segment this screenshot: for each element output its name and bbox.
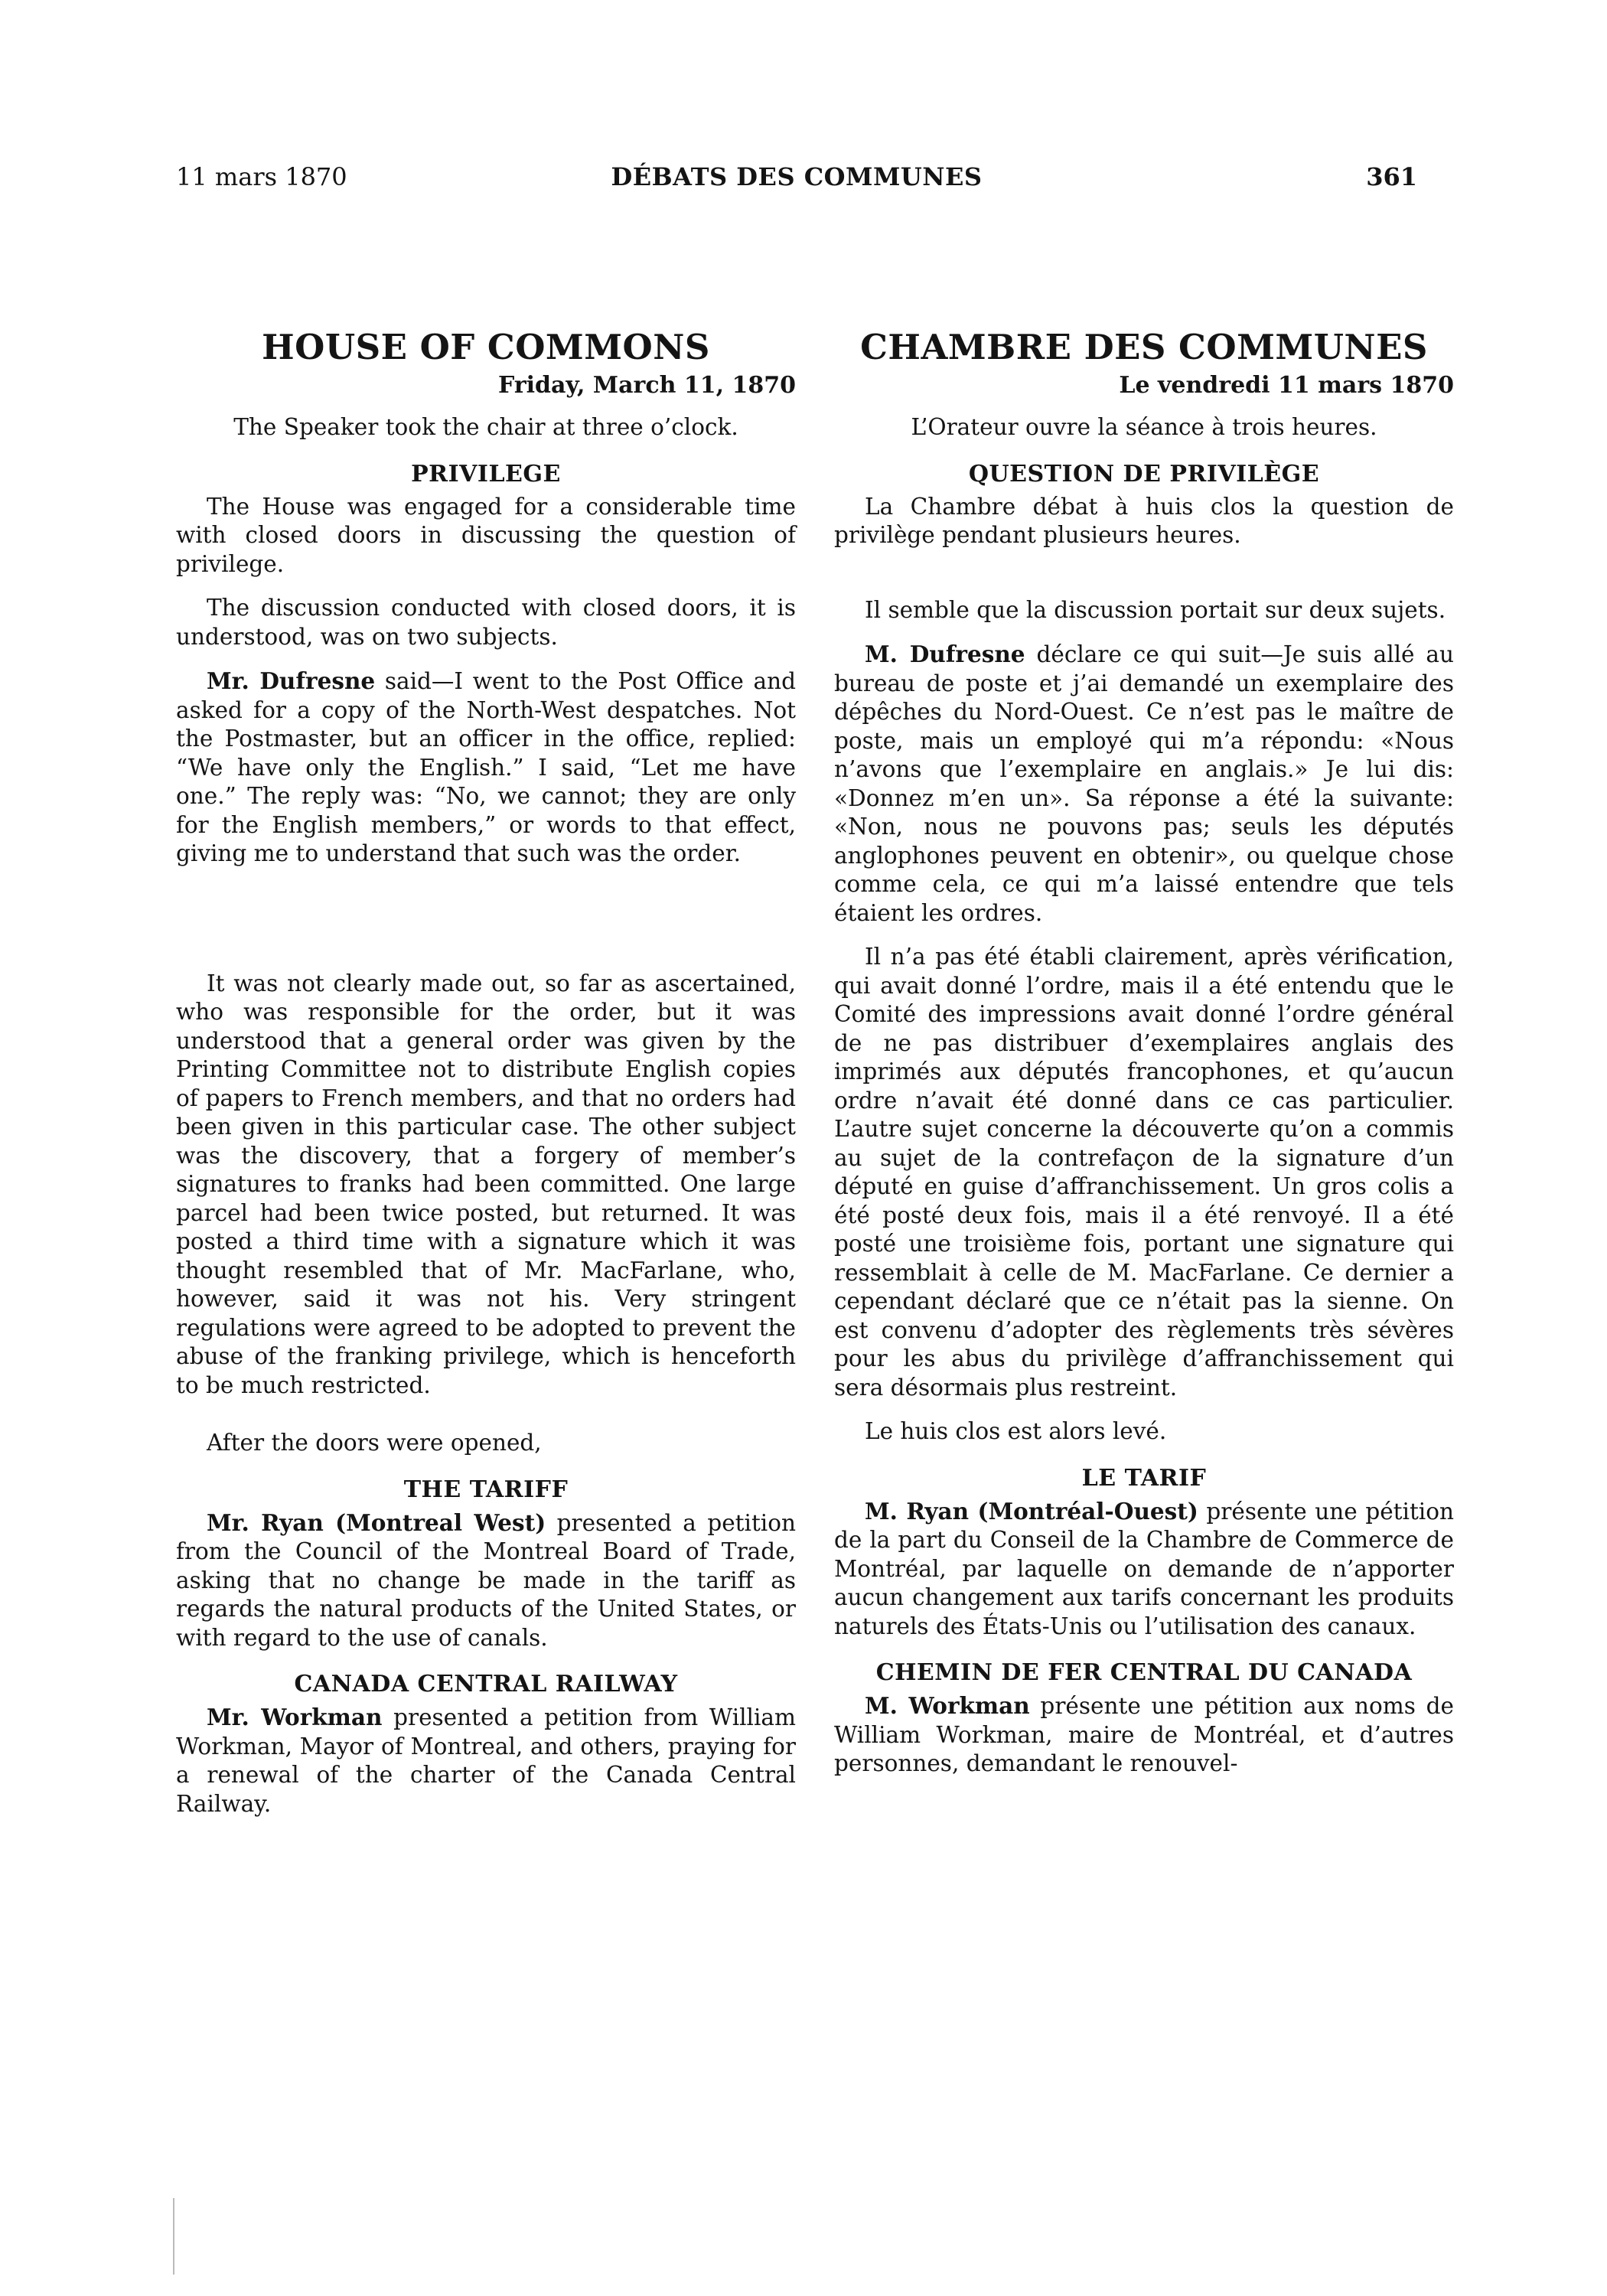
english-railway-heading: CANADA CENTRAL RAILWAY [294, 1671, 678, 1698]
margin-mark [173, 2198, 174, 2275]
english-column [176, 326, 796, 1818]
french-date: Le vendredi 11 mars 1870 [1119, 372, 1454, 399]
english-column-gap [176, 869, 796, 954]
french-dufresne-speaker: M. Dufresne [865, 641, 1025, 667]
english-paragraph-5: After the doors were opened, [207, 1430, 542, 1456]
english-paragraph-1: The House was engaged for a considerable time with closed doors in discussing the question of privilege. [176, 493, 796, 577]
english-dufresne-speaker: Mr. Dufresne [207, 667, 376, 694]
french-workman-text: présente une pétition aux noms de William Workman, maire de Montréal, et d’autres personnes, demandant le renouvel- [834, 1693, 1454, 1776]
french-paragraph-2: Il semble que la discussion portait sur deux sujets. [865, 596, 1446, 623]
english-privilege-heading: PRIVILEGE [411, 460, 561, 488]
running-head-title: DÉBATS DES COMMUNES [611, 162, 983, 191]
french-ryan-text: présente une pétition de la part du Conseil de la Chambre de Commerce de Montréal, par laquelle on demande de n’apporter aucun changement aux tarifs concernant les produits naturels des États-Unis ou l’utilisation des canaux. [834, 1498, 1454, 1639]
french-ryan-speaker: M. Ryan (Montréal-Ouest) [865, 1497, 1198, 1525]
english-ryan-speaker: Mr. Ryan (Montreal West) [207, 1508, 546, 1536]
english-workman-speaker: Mr. Workman [207, 1704, 383, 1730]
french-railway-heading: CHEMIN DE FER CENTRAL DU CANADA [875, 1659, 1413, 1686]
english-date: Friday, March 11, 1870 [498, 372, 796, 399]
english-workman-paragraph [176, 1703, 796, 1818]
french-heading: CHAMBRE DES COMMUNES [860, 327, 1428, 367]
english-dufresne-paragraph [176, 667, 796, 869]
french-opening: L’Orateur ouvre la séance à trois heures. [911, 414, 1377, 440]
english-tariff-heading: THE TARIFF [403, 1476, 569, 1503]
french-workman-paragraph [834, 1691, 1454, 1779]
english-paragraph-4: It was not clearly made out, so far as ascertained, who was responsible for the order, but it was understood that a general order was given by the Printing Committee not to distribute English copies of papers to French members, and that no orders had been given in this particular case. The other subject was the discovery, that a forgery of member’s signatures to franks had been committed. One large parcel had been twice posted, but returned. It was posted a third time with a signature which it was thought resembled that of Mr. MacFarlane, who, however, said it was not his. Very stringent regulations were agreed to be adopted to prevent the abuse of the franking privilege, which is henceforth to be much restricted. [176, 970, 796, 1398]
french-column [834, 326, 1454, 1779]
english-opening: The Speaker took the chair at three o’clock. [233, 414, 738, 440]
running-head-date: 11 mars 1870 [176, 162, 347, 191]
french-paragraph-1: La Chambre débat à huis clos la question de privilège pendant plusieurs heures. [834, 493, 1454, 548]
english-paragraph-2: The discussion conducted with closed doors, it is understood, was on two subjects. [176, 595, 796, 650]
french-dufresne-text: déclare ce qui suit—Je suis allé au bureau de poste et j’ai demandé un exemplaire des dépêches du Nord-Ouest. Ce n’est pas le maître de poste, mais un employé qui m’a répondu: «Nous n’avons que l’exemplaire en anglais.» Je lui dis: «Donnez m’en un». Sa réponse a été la suivante: «Non, nous ne pouvons pas; seuls les députés anglophones peuvent en obtenir», ou quelque chose comme cela, ce qui m’a laissé entendre que tels étaient les ordres. [834, 641, 1454, 926]
french-privilege-heading: QUESTION DE PRIVILÈGE [968, 460, 1320, 488]
french-workman-speaker: M. Workman [865, 1692, 1030, 1719]
page-number: 361 [1366, 162, 1417, 191]
english-ryan-text: presented a petition from the Council of the Montreal Board of Trade, asking that no change be made in the tariff as regards the natural products of the United States, or with regard to the use of canals. [176, 1509, 796, 1651]
french-paragraph-4: Il n’a pas été établi clairement, après vérification, qui avait donné l’ordre, mais il a été entendu que le Comité des impressions avait donné l’ordre général de ne pas distribuer d’exemplaires anglais des imprimés aux députés francophones, et qu’aucun ordre n’avait été donné dans ce cas particulier. L’autre sujet concerne la découverte qu’on a commis au sujet de la contrefaçon de la signature d’un député en guise d’affranchissement. Un gros colis a été posté deux fois, mais il a été renvoyé. Il a été posté une troisième fois, portant une signature qui ressemblait à celle de M. MacFarlane. Ce dernier a cependant déclaré que ce n’était pas la sienne. On est convenu d’adopter des règlements très sévères pour les abus du privilège d’affranchissement qui sera désormais plus restreint. [834, 944, 1454, 1401]
french-dufresne-paragraph [834, 640, 1454, 928]
french-ryan-paragraph [834, 1497, 1454, 1642]
english-ryan-paragraph [176, 1508, 796, 1653]
english-workman-text: presented a petition from William Workman, Mayor of Montreal, and others, praying for a renewal of the charter of the Canada Central Railway. [176, 1704, 796, 1817]
french-paragraph-5: Le huis clos est alors levé. [865, 1418, 1167, 1444]
english-heading: HOUSE OF COMMONS [262, 327, 710, 367]
english-dufresne-text: said—I went to the Post Office and asked for a copy of the North-West despatches. Not the Postmaster, but an officer in the office, replied: “We have only the English.” I said, “Let me have one.” The reply was: “No, we cannot; they are only for the English members,” or words to that effect, giving me to understand that such was the order. [176, 668, 797, 866]
running-head [176, 162, 1417, 201]
french-tariff-heading: LE TARIF [1081, 1464, 1207, 1492]
